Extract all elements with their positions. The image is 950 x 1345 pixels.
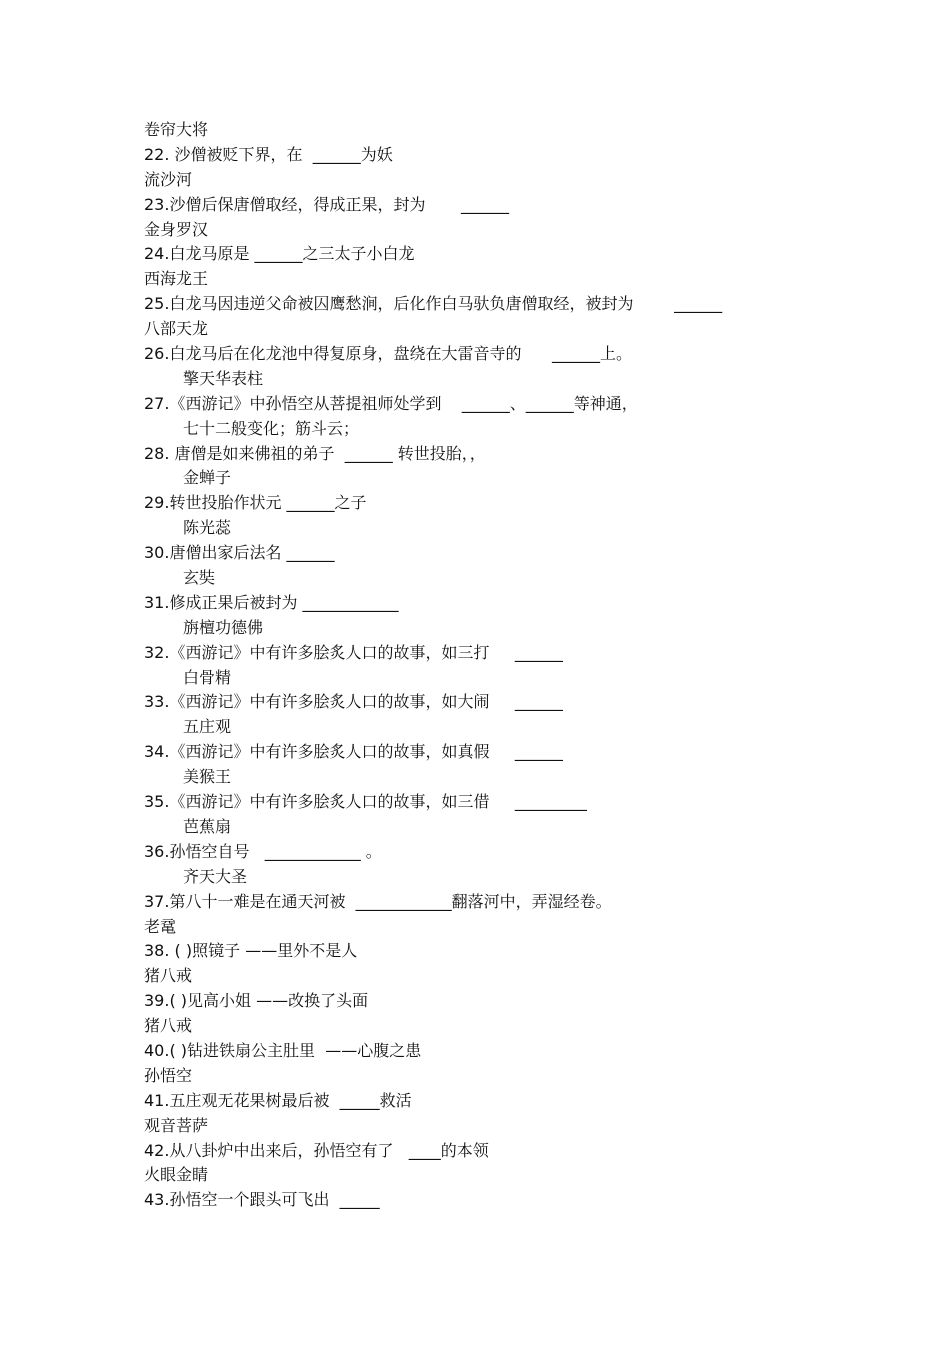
answer-line: 卷帘大将 [144, 120, 209, 139]
answer-line: 西海龙王 [144, 269, 209, 289]
question-line: 37.第八十一难是在通天河被 ____________翻落河中，弄湿经卷。 [144, 891, 612, 911]
question-line: 31.修成正果后被封为 ____________ [144, 592, 399, 612]
question-line: 36.孙悟空自号 ____________ 。 [144, 841, 382, 861]
answer-line: 猪八戒 [144, 966, 193, 986]
answer-line: 擎天华表柱 [183, 368, 264, 388]
question-line: 39.( )见高小姐 ——改换了头面 [144, 991, 369, 1011]
answer-line: 七十二般变化；筋斗云； [183, 418, 360, 438]
answer-line: 金身罗汉 [144, 219, 209, 239]
answer-line: 美猴王 [183, 767, 232, 787]
question-line: 26.白龙马后在化龙池中得复原身，盘绕在大雷音寺的 ______上。 [144, 344, 632, 364]
answer-line: 八部天龙 [144, 319, 209, 339]
question-line: 32.《西游记》中有许多脍炙人口的故事，如三打 ______ [144, 642, 563, 662]
answer-line: 陈光蕊 [183, 518, 232, 538]
question-line: 41.五庄观无花果树最后被 _____救活 [144, 1090, 412, 1110]
question-line: 24.白龙马原是 ______之三太子小白龙 [144, 244, 415, 264]
question-line: 38. ( )照镜子 ——里外不是人 [144, 941, 358, 961]
question-line: 42.从八卦炉中出来后，孙悟空有了 ____的本领 [144, 1140, 489, 1160]
answer-line: 齐天大圣 [183, 866, 248, 886]
answer-line: 火眼金睛 [144, 1165, 209, 1185]
question-line: 35.《西游记》中有许多脍炙人口的故事，如三借 _________ [144, 792, 587, 812]
question-line: 43.孙悟空一个跟头可飞出 _____ [144, 1190, 380, 1210]
answer-line: 芭蕉扇 [183, 816, 232, 836]
answer-line: 旃檀功德佛 [183, 617, 264, 637]
answer-line: 金蝉子 [183, 468, 232, 488]
question-line: 34.《西游记》中有许多脍炙人口的故事，如真假 ______ [144, 742, 563, 762]
answer-line: 五庄观 [183, 717, 232, 737]
answer-line: 玄奘 [183, 568, 216, 588]
answer-line: 猪八戒 [144, 1016, 193, 1036]
question-line: 23.沙僧后保唐僧取经，得成正果，封为 ______ [144, 194, 510, 214]
answer-line: 老鼋 [144, 916, 177, 936]
question-line: 33.《西游记》中有许多脍炙人口的故事，如大闹 ______ [144, 692, 563, 712]
quiz-lines [0, 118, 950, 1213]
answer-line: 孙悟空 [144, 1065, 193, 1085]
question-line: 25.白龙马因违逆父命被囚鹰愁涧，后化作白马驮负唐僧取经，被封为 ______ [144, 294, 723, 314]
answer-line: 白骨精 [183, 667, 232, 687]
question-line: 29.转世投胎作状元 ______之子 [144, 493, 367, 513]
answer-line: 观音菩萨 [144, 1115, 209, 1135]
question-line: 27.《西游记》中孙悟空从菩提祖师处学到 ______、______等神通， [144, 393, 638, 413]
answer-line: 流沙河 [144, 169, 193, 189]
question-line: 22. 沙僧被贬下界，在 ______为妖 [144, 144, 393, 164]
question-line: 28. 唐僧是如来佛祖的弟子 ______ 转世投胎，， [144, 443, 486, 463]
question-line: 30.唐僧出家后法名 ______ [144, 543, 335, 563]
question-line: 40.( )钻进铁扇公主肚里 ——心腹之患 [144, 1040, 422, 1060]
